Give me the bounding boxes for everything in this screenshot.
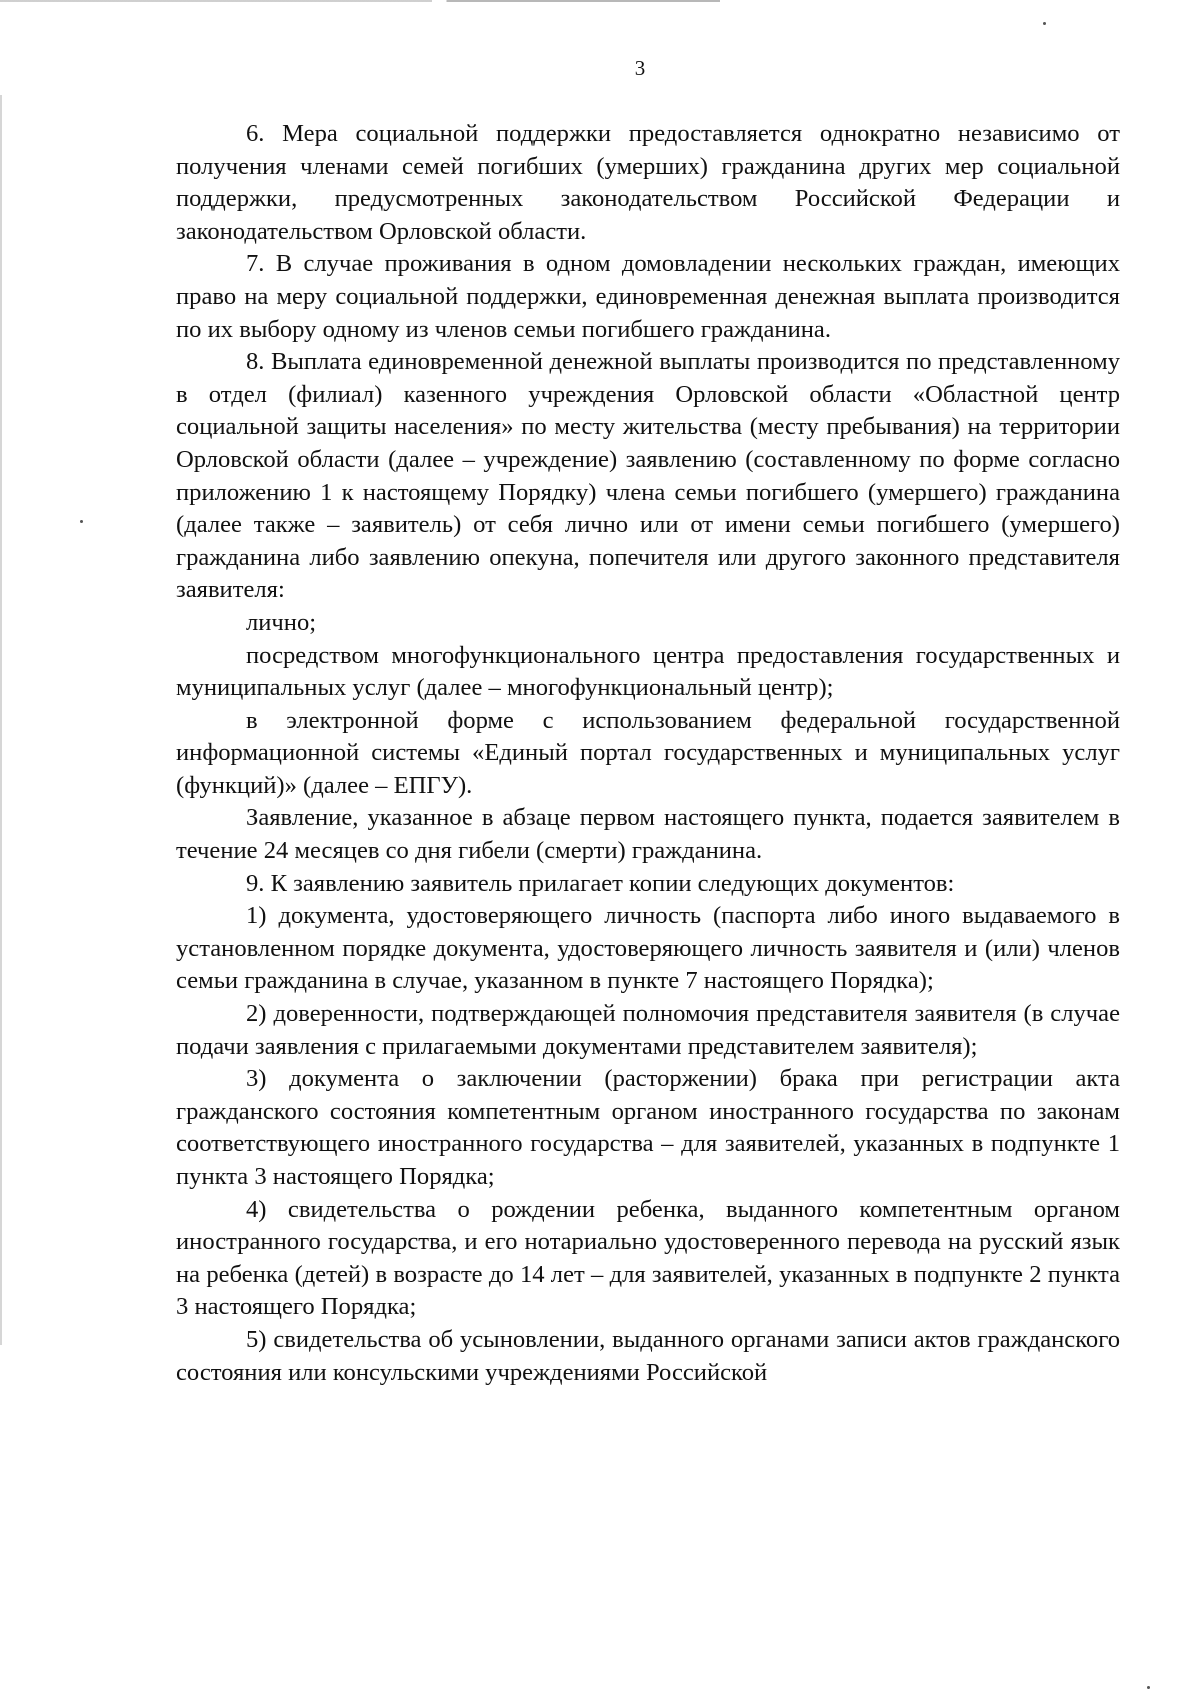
paragraph-item-8: 8. Выплата единовременной денежной выплаты производится по представленному в отдел (филиал) казенного учреждения Орловской области «Областной центр социальной защиты населения» по месту жительства (месту пребывания) на территории Орловской области (далее – учреждение) заявлению (составленному по форме согласно приложению 1 к настоящему Порядку) члена семьи погибшего (умершего) гражданина (далее также – заявитель) от себя лично или от имени семьи погибшего (умершего) гражданина либо заявлению опекуна, попечителя или другого законного представителя заявителя: bbox=[176, 348, 1120, 604]
paragraph-item-9: 9. К заявлению заявитель прилагает копии следующих документов: bbox=[246, 869, 955, 897]
paragraph-method-mfc: посредством многофункционального центра предоставления государственных и муниципальных услуг (далее – многофункциональный центр); bbox=[176, 641, 1120, 702]
scan-artifact-dot bbox=[80, 520, 83, 523]
page-number: 3 bbox=[634, 56, 646, 80]
paragraph-deadline: Заявление, указанное в абзаце первом настоящего пункта, подается заявителем в течение 24 месяцев со дня гибели (смерти) гражданина. bbox=[176, 804, 1120, 865]
paragraph-subitem-1: 1) документа, удостоверяющего личность (паспорта либо иного выдаваемого в установленном порядке документа, удостоверяющего личность заявителя и (или) членов семьи гражданина в случае, указанном в пункте 7 настоящего Порядка); bbox=[176, 902, 1120, 995]
paragraph-subitem-5: 5) свидетельства об усыновлении, выданного органами записи актов гражданского состояния или консульскими учреждениями Российской bbox=[176, 1325, 1120, 1386]
paragraph-subitem-2: 2) доверенности, подтверждающей полномочия представителя заявителя (в случае подачи заявления с прилагаемыми документами представителем заявителя); bbox=[176, 1000, 1120, 1060]
paragraph-method-epgu: в электронной форме с использованием федеральной государственной информационной системы «Единый портал государственных и муниципальных услуг (функций)» (далее – ЕПГУ). bbox=[176, 706, 1120, 799]
scan-artifact-top-line bbox=[0, 0, 720, 2]
scan-artifact-dot bbox=[1147, 1686, 1150, 1689]
paragraph-subitem-3: 3) документа о заключении (расторжении) брака при регистрации акта гражданского состояния компетентным органом иностранного государства по законам соответствующего иностранного государства – для заявителей, указанных в подпункте 1 пункта 3 настоящего Порядка; bbox=[176, 1065, 1120, 1190]
paragraph-item-6: 6. Мера социальной поддержки предоставляется однократно независимо от получения членами семей погибших (умерших) гражданина других мер социальной поддержки, предусмотренных законодательством Российской Федерации и законодательством Орловской области. bbox=[176, 120, 1120, 245]
paragraph-method-in-person: лично; bbox=[246, 608, 317, 636]
scan-artifact-left-edge bbox=[0, 95, 2, 1345]
scan-artifact-dot bbox=[1043, 22, 1046, 25]
paragraph-item-7: 7. В случае проживания в одном домовладении нескольких граждан, имеющих право на меру социальной поддержки, единовременная денежная выплата производится по их выбору одному из членов семьи погибшего гражданина. bbox=[176, 250, 1120, 343]
document-body bbox=[176, 118, 1120, 1389]
paragraph-subitem-4: 4) свидетельства о рождении ребенка, выданного компетентным органом иностранного государства, и его нотариально удостоверенного перевода на русский язык на ребенка (детей) в возрасте до 14 лет – для заявителей, указанных в подпункте 2 пункта 3 настоящего Порядка; bbox=[176, 1195, 1120, 1321]
